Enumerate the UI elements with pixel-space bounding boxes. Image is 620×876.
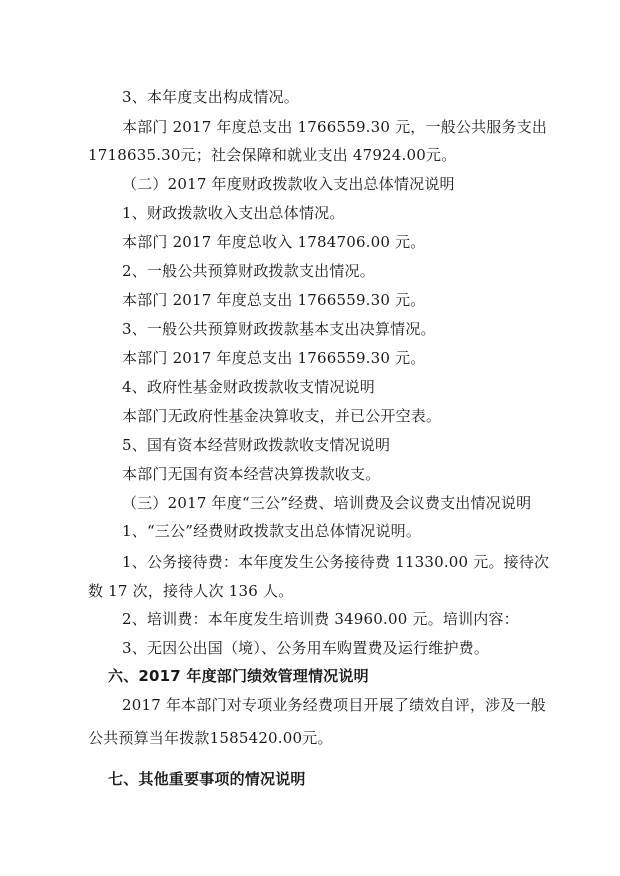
chapter-heading-six: 六、2017 年度部门绩效管理情况说明 xyxy=(108,667,369,685)
text-line: 2、培训费：本年度发生培训费 34960.00 元。培训内容： xyxy=(122,610,519,628)
text-line: 公共预算当年拨款1585420.00元。 xyxy=(88,729,333,747)
text-line: 1、“三公”经费财政拨款支出总体情况说明。 xyxy=(122,522,422,540)
text-line: 2017 年本部门对专项业务经费项目开展了绩效自评，涉及一般 xyxy=(122,696,546,714)
text-line: 4、政府性基金财政拨款收支情况说明 xyxy=(122,378,375,396)
text-line: 5、国有资本经营财政拨款收支情况说明 xyxy=(122,436,391,454)
text-line: 本部门 2017 年度总支出 1766559.30 元。 xyxy=(122,291,426,309)
text-line: 1、公务接待费：本年度发生公务接待费 11330.00 元。接待次 xyxy=(122,553,550,571)
text-line: 本部门 2017 年度总支出 1766559.30 元，一般公共服务支出 xyxy=(122,118,548,136)
text-line: 本部门 2017 年度总支出 1766559.30 元。 xyxy=(122,349,426,367)
text-line: 2、一般公共预算财政拨款支出情况。 xyxy=(122,262,375,280)
text-line: 1、财政拨款收入支出总体情况。 xyxy=(122,204,345,222)
text-line: 3、一般公共预算财政拨款基本支出决算情况。 xyxy=(122,320,436,338)
text-line: 3、本年度支出构成情况。 xyxy=(122,88,299,106)
text-line: 数 17 次，接待人次 136 人。 xyxy=(88,582,294,600)
text-line: 1718635.30元；社会保障和就业支出 47924.00元。 xyxy=(88,146,457,164)
text-line: 本部门无国有资本经营决算拨款收支。 xyxy=(122,465,381,483)
text-line: 3、无因公出国（境）、公务用车购置费及运行维护费。 xyxy=(122,639,490,657)
chapter-heading-seven: 七、其他重要事项的情况说明 xyxy=(108,770,306,788)
text-line: 本部门无政府性基金决算收支，并已公开空表。 xyxy=(122,407,442,425)
text-line: 本部门 2017 年度总收入 1784706.00 元。 xyxy=(122,233,426,251)
section-heading: （二）2017 年度财政拨款收入支出总体情况说明 xyxy=(122,175,455,193)
section-heading: （三）2017 年度“三公”经费、培训费及会议费支出情况说明 xyxy=(122,494,532,512)
